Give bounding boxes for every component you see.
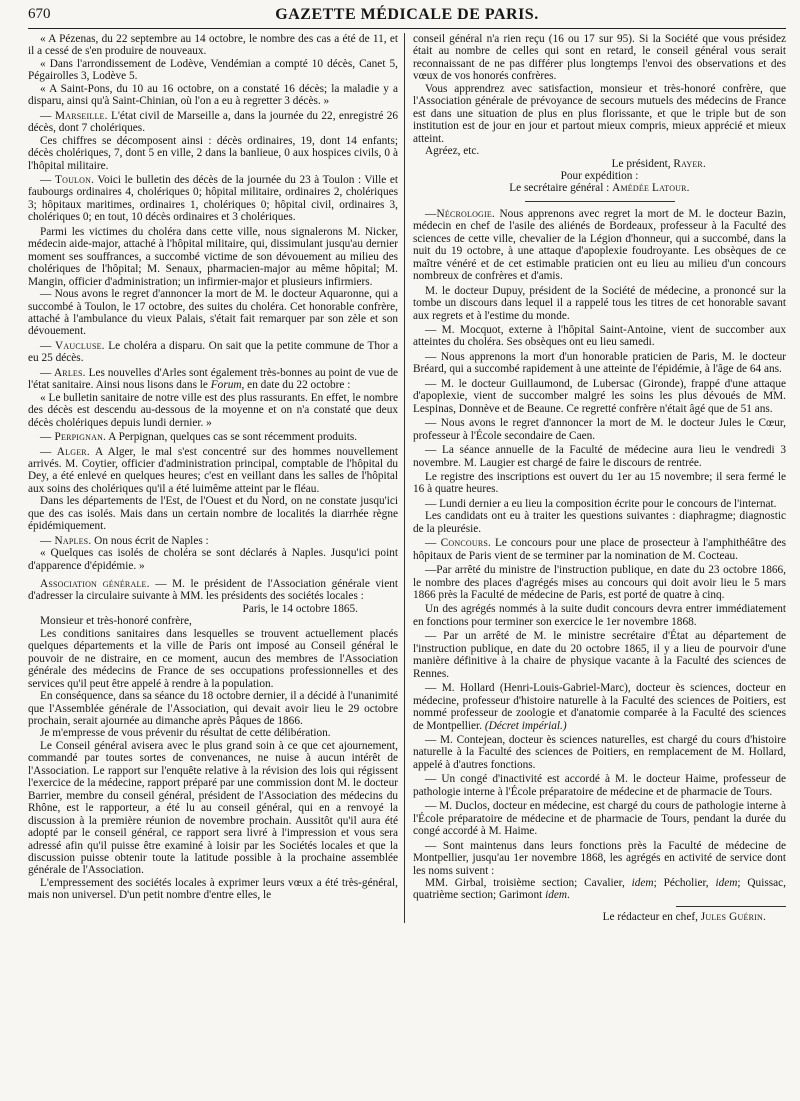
paragraph: « Quelques cas isolés de choléra se sont déclarés à Naples. Jusqu'ici point d'apparence d'épidémie. » (28, 547, 398, 572)
paragraph-names (413, 877, 786, 902)
paragraph: — Nous avons le regret d'annoncer la mort de M. le docteur Jules le Cœur, professeur à l'École secondaire de Caen. (413, 417, 786, 442)
paragraph-perpignan (28, 431, 398, 443)
signature-label: Le président, (611, 157, 674, 170)
divider (676, 906, 786, 907)
page-header (28, 6, 786, 29)
signature-name: Rayer. (673, 157, 706, 170)
paragraph-concours (413, 537, 786, 562)
paragraph: — M. le docteur Guillaumond, de Lubersac (Gironde), frappé d'une attaque d'apoplexie, vient de succomber malgré les soins les plus dévoués de MM. Lespinas, Donnève et de Beaune. Ce regretté confrère n'était âgé que de 51 ans. (413, 377, 786, 415)
paragraph-naples (28, 535, 398, 547)
paragraph-text: Le concours pour une place de prosecteur à l'amphithéâtre des hôpitaux de Paris vient de se terminer par la nomination de M. Cocteau. (413, 537, 786, 562)
paragraph: — La séance annuelle de la Faculté de médecine aura lieu le vendredi 3 novembre. M. Laugier est chargé de faire le discours de rentrée. (413, 444, 786, 469)
article-columns (28, 33, 786, 923)
paragraph-text: A Alger, le mal s'est concentré sur des hommes nouvellement arrivés. M. Coytier, officier d'administration principal, comptable de l'hôpital du Dey, a été enlevé en quelques heures; c'est en veillant dans les salles de l'hôpital aux soins des cholériques qu'il a été luimême atteint par le fléau. (28, 445, 398, 495)
left-column (28, 33, 405, 923)
paragraph-marseille (28, 110, 398, 135)
paragraph: — M. Contejean, docteur ès sciences naturelles, est chargé du cours d'histoire naturelle à la Faculté des sciences de Poitiers, en remplacement de M. Hollard, appelé à d'autres fonctions. (413, 734, 786, 771)
paragraph-text: MM. Girbal, troisième section; Cavalier, (425, 877, 632, 889)
section-heading: Association générale. (40, 578, 150, 591)
paragraph: Les candidats ont eu à traiter les questions suivantes : diaphragme; diagnostic de la pleurésie. (413, 510, 786, 535)
paragraph: — Nous avons le regret d'annoncer la mort de M. le docteur Aquaronne, qui a succombé à Toulon, le 17 octobre, des suites du choléra. Cet honorable confrère, attaché à l'ambulance du vieux Palais, s'était fait remarquer par son zèle et son dévouement. (28, 288, 398, 338)
paragraph-text: — M. Hollard (Henri-Louis-Gabriel-Marc), docteur ès sciences, docteur en médecine, professeur d'histoire naturelle à la Faculté des sciences de Poitiers, est nommé professeur de zoologie et d'anatomie comparée à la Faculté des sciences de Montpellier. (413, 682, 786, 732)
paragraph: Le Conseil général avisera avec le plus grand soin à ce que cet ajournement, commandé par toutes sortes de convenances, ne nuise à aucun intérêt de l'Association. Le rapport sur l'enquête relative à la révision des lois qui régissent l'exercice de la médecine, rapport préparé par une commission dont M. le docteur Barrier, membre du conseil général, président de l'Association des médecins du Rhône, est le rapporteur, a été lu au conseil général, qui en a renvoyé la discussion à la première réunion de novembre prochain. Aussitôt qu'il aura été adopté par le conseil général, ce rapport sera livré à l'impression et vous sera adressé afin qu'il puisse être examiné à loisir par les Sociétés locales et que la discussion puisse obtenir toute la latitude possible à la prochaine assemblée générale de l'Association. (28, 739, 398, 877)
paragraph: Vous apprendrez avec satisfaction, monsieur et très-honoré confrère, que l'Association générale de prévoyance de secours mutuels des médecins de France est dans une situation de plus en plus florissante, et que le triple but de son institution est de jour en jour et partout mieux compris, mieux apprécié et mieux atteint. (413, 82, 786, 145)
paragraph-hollard (413, 682, 786, 732)
paragraph: Le registre des inscriptions est ouvert du 1er au 15 novembre; il sera fermé le 16 à quatre heures. (413, 470, 786, 496)
section-heading: — Vaucluse. (40, 339, 105, 352)
section-heading: — Marseille. (40, 109, 108, 122)
paragraph-text: . (567, 889, 570, 902)
section-heading: — Concours. (425, 537, 492, 550)
expedition-line: Pour expédition : (560, 169, 639, 182)
paragraph-necrologie (413, 208, 786, 283)
signature-label: Le secrétaire général : (509, 182, 613, 195)
paragraph-text: Les nouvelles d'Arles sont également très-bonnes au point de vue de l'état sanitaire. Ainsi nous lisons dans le (28, 366, 398, 392)
paragraph: — Sont maintenus dans leurs fonctions près la Faculté de médecine de Montpellier, jusqu'au 1er novembre 1868, les agrégés en activité de service dont les noms suivent : (413, 839, 786, 877)
paragraph-text: ; Pécholier, (653, 877, 716, 889)
section-heading: — Perpignan. (40, 431, 107, 444)
decree-note: (Décret impérial.) (484, 719, 567, 732)
divider (525, 201, 675, 202)
paragraph: — Par un arrêté de M. le ministre secrétaire d'État au département de l'instruction publique, en date du 20 octobre 1865, il y a lieu de pourvoir d'une manière définitive à la chaire de physique vacante à la Faculté des sciences de Rennes. (413, 630, 786, 680)
newspaper-name: Forum (210, 379, 242, 392)
paragraph: « A Saint-Pons, du 10 au 16 octobre, on a constaté 16 décès; la maladie y a disparu, ainsi qu'à Saint-Chinian, où l'on a eu à regretter 3 décès. » (28, 82, 398, 108)
paragraph: — Un congé d'inactivité est accordé à M. le docteur Haime, professeur de pathologie interne à l'École préparatoire de médecine et de pharmacie de Tours. (413, 773, 786, 798)
paragraph: conseil général n'a rien reçu (16 ou 17 sur 95). Si la Société que vous présidez était au nombre de celles qui sont en retard, le conseil général vous serait reconnaissant de ne pas différer plus longtemps l'envoi des observations et des vœux de vos honorés confrères. (413, 33, 786, 83)
secretary-signature (413, 182, 786, 194)
paragraph: Je m'empresse de vous prévenir du résultat de cette délibération. (40, 727, 331, 740)
paragraph: — M. Duclos, docteur en médecine, est chargé du cours de pathologie interne à l'École préparatoire de médecine et de pharmacie de Tours, pendant la durée du congé accordé à M. Haime. (413, 800, 786, 838)
paragraph-text: On nous écrit de Naples : (91, 534, 209, 547)
idem: idem (545, 889, 568, 902)
section-heading: —Nécrologie. (425, 207, 496, 220)
section-heading: — Toulon. (40, 173, 95, 186)
page-number: 670 (28, 6, 51, 22)
paragraph: — Lundi dernier a eu lieu la composition écrite pour le concours de l'internat. (425, 497, 777, 510)
paragraph: Dans les départements de l'Est, de l'Ouest et du Nord, on ne constate jusqu'ici que des cas isolés. Mais dans un certain nombre de localités la diarrhée règne épidémiquement. (28, 495, 398, 533)
journal-title: GAZETTE MÉDICALE DE PARIS. (275, 6, 539, 23)
paragraph-text: — M. le président de l'Association générale vient d'adresser la circulaire suivante à MM. les présidents des sociétés locales : (28, 578, 398, 603)
paragraph-toulon (28, 174, 398, 224)
paragraph: Ces chiffres se décomposent ainsi : décès ordinaires, 19, dont 14 enfants; décès cholériques, 7, dont 5 en ville, 2 dans la banlieue, 0 aux hospices civils, 0 à l'hôpital militaire. (28, 134, 398, 172)
idem: idem (631, 877, 654, 889)
section-heading: — Arles. (40, 366, 86, 379)
paragraph: « Le bulletin sanitaire de notre ville est des plus rassurants. En effet, le nombre des décès est descendu au-dessous de la moyenne et on n'a constaté que deux décès cholériques depuis lundi dernier. » (28, 391, 398, 429)
idem: idem (715, 877, 738, 889)
paragraph-text: L'état civil de Marseille a, dans la journée du 22, enregistré 26 décès, dont 7 cholériques. (28, 109, 399, 135)
paragraph: Un des agrégés nommés à la suite dudit concours devra entrer immédiatement en fonctions pour terminer son exercice le 1er novembre 1868. (413, 603, 786, 628)
paragraph-text: Nous apprenons avec regret la mort de M. le docteur Bazin, médecin en chef de l'asile des aliénés de Bordeaux, professeur à la Faculté des sciences de cette ville, chevalier de la Légion d'honneur, qui a succombé, dans la nuit du 19 octobre, à une attaque d'apoplexie foudroyante. Les obsèques de ce maître vénéré et de cet estimable praticien ont eu lieu au milieu d'un concours nombreux de confrères et d'amis. (413, 207, 786, 283)
paragraph: L'empressement des sociétés locales à exprimer leurs vœux a été très-général, mais non universel. D'un petit nombre d'entre elles, le (28, 876, 398, 902)
paragraph-arles (28, 367, 398, 392)
paragraph: — Nous apprenons la mort d'un honorable praticien de Paris, M. le docteur Bréard, qui a succombé rapidement à une atteinte de l'épidémie, à l'âge de 64 ans. (413, 350, 786, 376)
paragraph-association (28, 578, 398, 603)
section-heading: — Alger. (40, 445, 90, 458)
paragraph-text: Voici le bulletin des décès de la journée du 23 à Toulon : Ville et faubourgs ordinaires 4, cholériques 0; hôpital militaire, ordinaires 2, cholériques 3; hôpitaux maritimes, ordinaires 1, cholériques 0; hôpital civil, ordinaires 3, cholériques 0; en tout, 10 décès ordinaires et 3 cholériques. (28, 173, 398, 224)
paragraph-text: , en date du 22 octobre : (241, 379, 351, 392)
president-signature (413, 158, 786, 170)
paragraph: Les conditions sanitaires dans lesquelles se trouvent actuellement placés quelques départements et la ville de Paris ont imposé au Conseil général le pouvoir de ne distraire, en ce moment, aucun des membres de l'Association générale des médecins de France de ses occupations professionnelles et des services qu'il peut être appelé à rendre à la population. (28, 627, 398, 690)
editor-signature (413, 911, 786, 923)
paragraph: — M. Mocquot, externe à l'hôpital Saint-Antoine, vient de succomber aux atteintes du choléra. Ses obsèques ont eu lieu samedi. (413, 323, 786, 349)
paragraph-text: ; Quissac, quatrième section; Garimont (413, 877, 786, 902)
paragraph: Parmi les victimes du choléra dans cette ville, nous signalerons M. Nicker, médecin aide-major, attaché à l'hôpital militaire, qui, dissimulant jusqu'au dernier moment ses souffrances, a succombé victime de son dévouement au milieu des cholériques de l'hôpital; M. Senaux, pharmacien-major au même hôpital; M. Mangin, officier d'administration; un infirmier-major et plusieurs infirmiers. (28, 225, 398, 288)
paragraph: En conséquence, dans sa séance du 18 octobre dernier, il a décidé à l'unanimité que l'Assemblée générale de l'Association, qui devait avoir lieu le 29 octobre prochain, serait ajournée au dimanche après Pâques de 1866. (28, 690, 398, 728)
paragraph: « Dans l'arrondissement de Lodève, Vendémian a compté 10 décès, Canet 5, Pégairolles 3, Lodève 5. (28, 57, 398, 83)
right-column (413, 33, 786, 923)
paragraph: « A Pézenas, du 22 septembre au 14 octobre, le nombre des cas a été de 11, et il a cessé de s'en produire de nouveaux. (28, 33, 398, 58)
paragraph-text: A Perpignan, quelques cas se sont récemment produits. (106, 431, 358, 444)
letter-salutation: Monsieur et très-honoré confrère, (40, 615, 192, 628)
signature-name: Amédée Latour. (612, 182, 690, 195)
paragraph: M. le docteur Dupuy, président de la Société de médecine, a prononcé sur la tombe un discours dans lequel il a rappelé tous les titres de cet honorable savant aux regrets et à l'estime du monde. (413, 284, 786, 322)
paragraph: —Par arrêté du ministre de l'instruction publique, en date du 23 octobre 1866, le nombre des places d'agrégés mises au concours qui doit avoir lieu le 5 mars 1866 près la Faculté de médecine de Paris, est porté de quatre à cinq. (413, 564, 786, 602)
section-heading: — Naples. (40, 534, 92, 547)
letter-date: Paris, le 14 octobre 1865. (242, 602, 358, 615)
signature-name: Jules Guérin. (700, 910, 766, 923)
signature-label: Le rédacteur en chef, (602, 910, 701, 923)
closing: Agréez, etc. (425, 145, 480, 158)
paragraph-alger (28, 446, 398, 496)
paragraph-vaucluse (28, 340, 398, 365)
paragraph-text: Le choléra a disparu. On sait que la petite commune de Thor a eu 25 décès. (28, 339, 398, 365)
